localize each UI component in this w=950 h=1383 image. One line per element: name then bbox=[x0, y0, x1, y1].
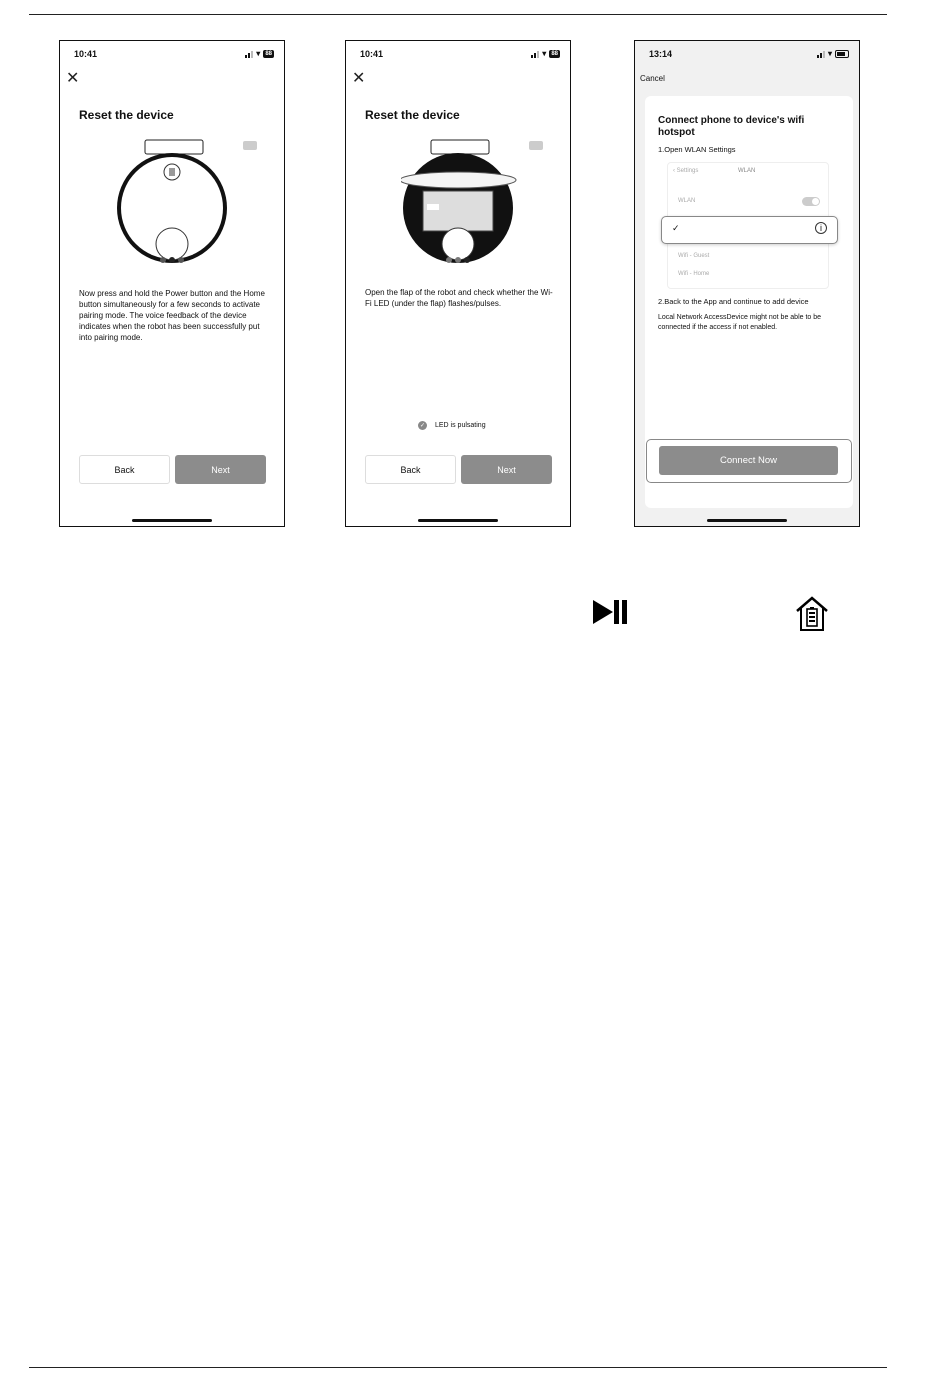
next-button[interactable]: Next bbox=[175, 455, 266, 484]
instruction-text: Now press and hold the Power button and the Home button simultaneously for a few seconds to activate pairing mode. The voice feedback of the device indicates when the robot has been successfully put into pairing mode. bbox=[79, 289, 265, 342]
settings-back bbox=[673, 168, 698, 174]
cancel-link[interactable]: Cancel bbox=[640, 74, 665, 83]
bottom-rule bbox=[29, 1367, 887, 1368]
chevron-left-icon: ‹ bbox=[673, 168, 675, 174]
step-2: 2.Back to the App and continue to add device bbox=[658, 297, 809, 306]
home-indicator bbox=[707, 519, 787, 522]
screen-title: Reset the device bbox=[365, 108, 460, 122]
robot-illustration-open-flap bbox=[401, 136, 521, 266]
settings-title: WLAN bbox=[738, 168, 756, 174]
check-icon: ✓ bbox=[672, 223, 680, 233]
back-button[interactable]: Back bbox=[365, 455, 456, 484]
info-icon[interactable]: i bbox=[815, 222, 827, 234]
selected-network-row[interactable] bbox=[661, 216, 838, 244]
home-battery-icon bbox=[795, 596, 829, 632]
led-pulsating-option[interactable] bbox=[418, 421, 486, 430]
video-icon[interactable] bbox=[529, 141, 543, 150]
wifi-icon: ▾ bbox=[256, 49, 261, 58]
wlan-toggle[interactable] bbox=[802, 197, 820, 206]
signal-icon bbox=[531, 50, 539, 58]
check-circle-icon: ✓ bbox=[419, 423, 426, 429]
top-rule bbox=[29, 14, 887, 15]
home-indicator bbox=[418, 519, 498, 522]
battery-icon bbox=[835, 50, 849, 58]
network-guest[interactable]: Wifi - Guest bbox=[678, 253, 710, 259]
video-icon[interactable] bbox=[243, 141, 257, 150]
step-1: 1.Open WLAN Settings bbox=[658, 145, 736, 154]
next-button[interactable]: Next bbox=[461, 455, 552, 484]
screen-title: Reset the device bbox=[79, 108, 174, 122]
battery-icon: 88 bbox=[551, 50, 558, 57]
wifi-icon: ▾ bbox=[827, 49, 832, 58]
wlan-label: WLAN bbox=[678, 198, 696, 204]
status-time: 13:14 bbox=[649, 49, 673, 59]
access-note: Local Network AccessDevice might not be able to be connected if the access if not enabled. bbox=[658, 314, 822, 331]
connect-highlight bbox=[646, 439, 852, 483]
status-bar bbox=[647, 49, 849, 61]
phone-screen-reset-1 bbox=[59, 40, 285, 527]
close-icon[interactable]: ✕ bbox=[66, 70, 80, 87]
phone-screen-reset-2 bbox=[345, 40, 571, 527]
settings-back-label: Settings bbox=[676, 168, 699, 174]
home-indicator bbox=[132, 519, 212, 522]
signal-icon bbox=[817, 50, 825, 58]
signal-icon bbox=[245, 50, 253, 58]
network-home[interactable]: Wifi - Home bbox=[678, 271, 710, 277]
status-time: 10:41 bbox=[74, 49, 98, 59]
robot-illustration-top bbox=[115, 136, 235, 266]
status-time: 10:41 bbox=[360, 49, 384, 59]
status-bar bbox=[72, 49, 274, 61]
battery-icon: 88 bbox=[265, 50, 272, 57]
instruction-text: Open the flap of the robot and check whether the Wi-Fi LED (under the flap) flashes/pulses. bbox=[365, 288, 553, 308]
card-title: Connect phone to device's wifi hotspot bbox=[658, 115, 805, 138]
close-icon[interactable]: ✕ bbox=[352, 70, 366, 87]
back-button[interactable]: Back bbox=[79, 455, 170, 484]
status-bar bbox=[358, 49, 560, 61]
connect-now-button[interactable]: Connect Now bbox=[659, 446, 838, 475]
wifi-icon: ▾ bbox=[542, 49, 547, 58]
phone-screen-connect-hotspot bbox=[634, 40, 860, 527]
led-label: LED is pulsating bbox=[435, 422, 486, 429]
play-pause-icon bbox=[591, 597, 629, 627]
connect-card bbox=[645, 96, 853, 508]
